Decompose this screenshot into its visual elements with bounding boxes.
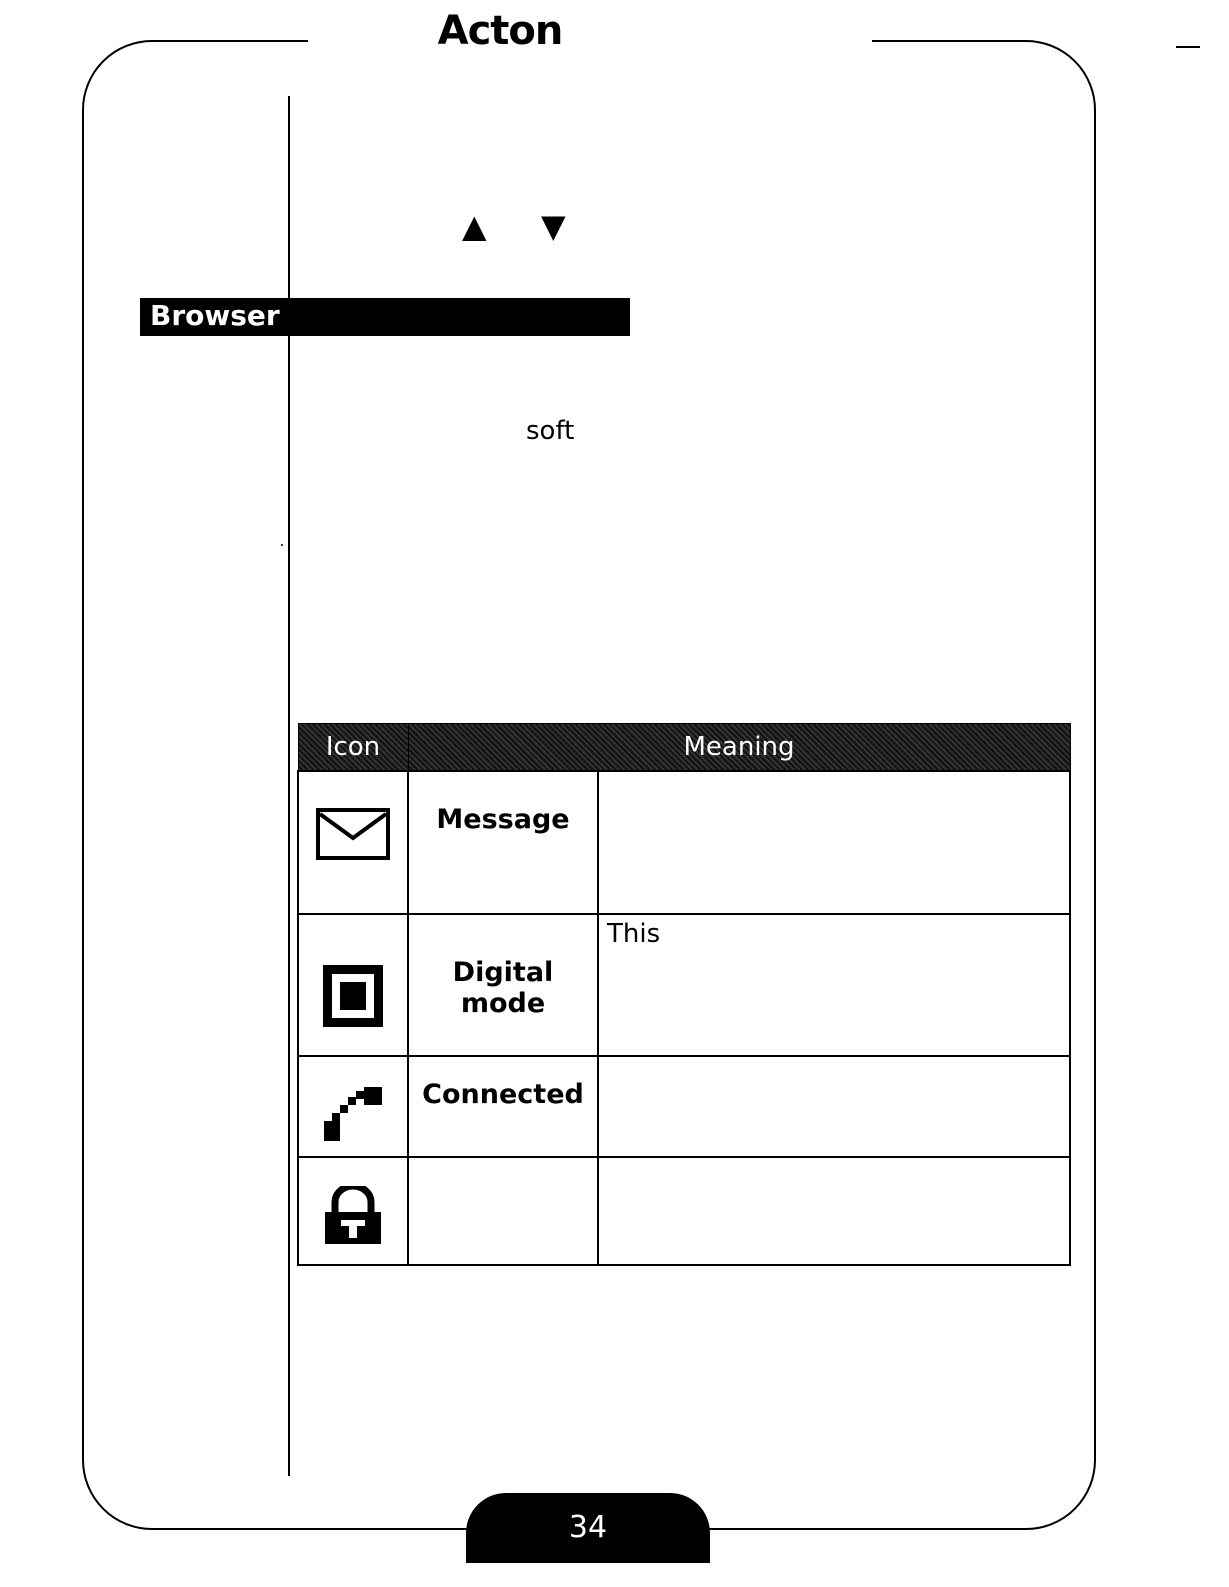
down-arrow-icon: ▼ (541, 207, 566, 245)
icon-cell (298, 771, 408, 914)
icon-name: Digital mode (452, 957, 554, 1019)
icon-table (297, 723, 1071, 1266)
name-cell (408, 1157, 598, 1265)
meaning-cell (598, 1056, 1070, 1157)
name-cell (408, 914, 598, 1056)
meaning-cell: This (598, 914, 1070, 1056)
meaning-cell (598, 1157, 1070, 1265)
icon-name: Message (436, 804, 570, 835)
header-icon: Icon (298, 724, 408, 772)
icon-cell (298, 1157, 408, 1265)
meaning-cell (598, 771, 1070, 914)
page-number: 34 (466, 1493, 710, 1563)
lock-icon (323, 1186, 383, 1244)
table-row (298, 914, 1070, 1056)
handset-icon (324, 1087, 382, 1141)
body-text-fragment: soft (526, 416, 575, 446)
stray-dot (281, 544, 283, 546)
corner-mark (1176, 46, 1200, 48)
table-row (298, 1157, 1070, 1265)
up-arrow-icon: ▲ (462, 207, 487, 245)
table-header-row (298, 724, 1070, 772)
table-row (298, 1056, 1070, 1157)
icon-cell (298, 914, 408, 1056)
icon-name: Connected (422, 1079, 584, 1110)
name-cell (408, 771, 598, 914)
section-heading: Browser (140, 298, 630, 336)
icon-cell (298, 1056, 408, 1157)
table-row (298, 771, 1070, 914)
header-meaning: Meaning (408, 724, 1070, 772)
envelope-icon (316, 808, 390, 860)
digital-mode-icon (323, 965, 383, 1027)
page-title: Acton (437, 8, 563, 54)
name-cell (408, 1056, 598, 1157)
